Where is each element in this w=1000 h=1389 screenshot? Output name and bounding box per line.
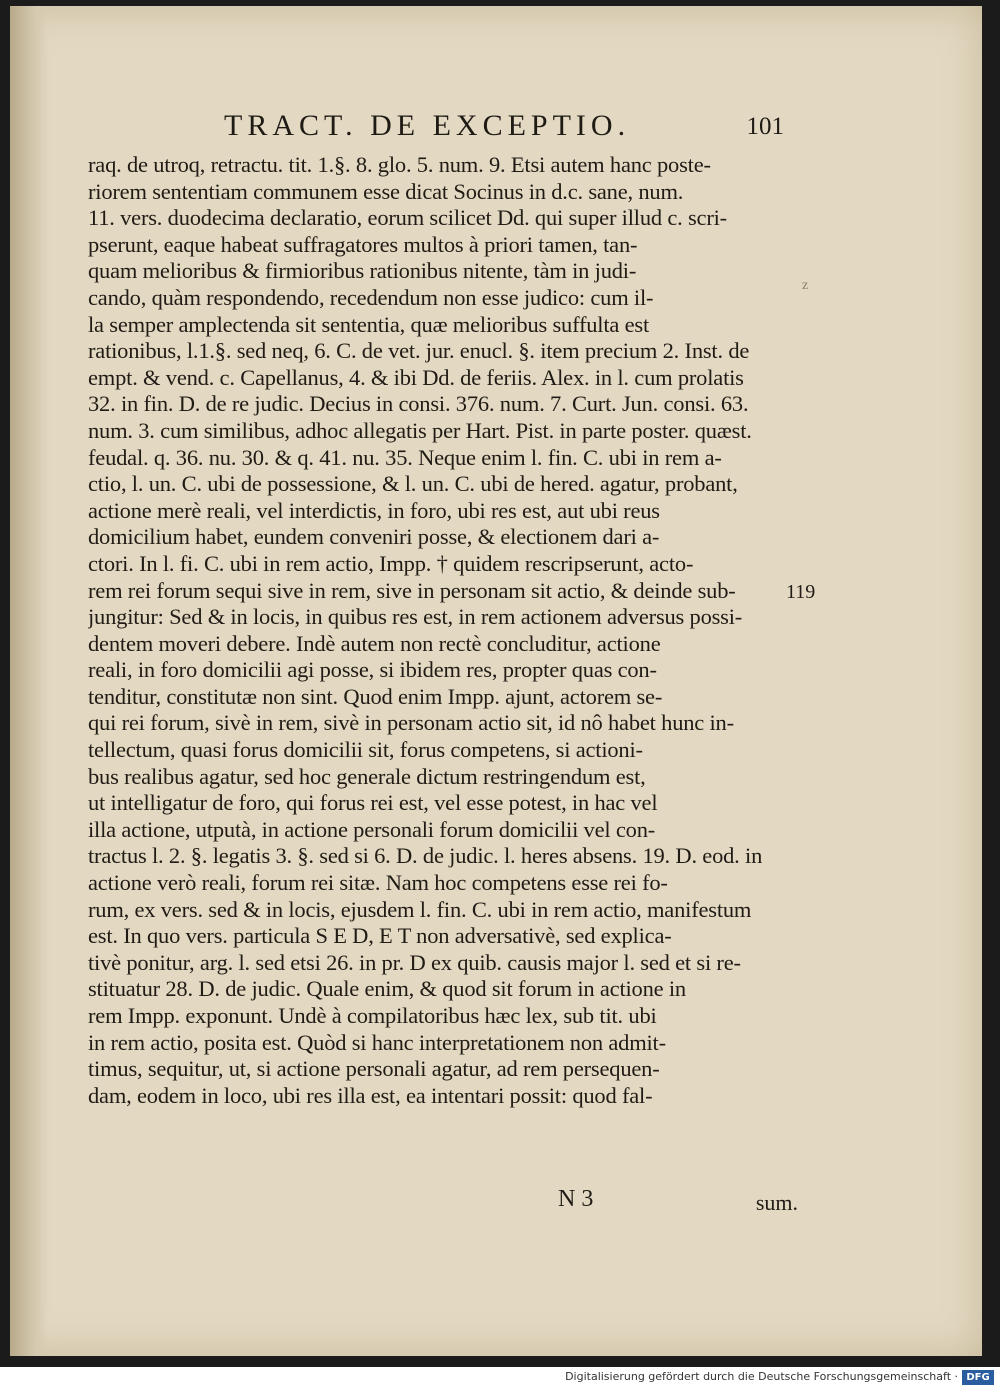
- marginal-note-number: 119: [786, 581, 816, 603]
- text-line: dentem moveri debere. Indè autem non rectè concluditur, actione: [88, 630, 661, 656]
- text-line: cando, quàm respondendo, recedendum non esse judico: cum il-: [88, 284, 654, 310]
- text-line: rationibus, l.1.§. sed neq, 6. C. de vet. jur. enucl. §. item precium 2. Inst. de: [88, 338, 750, 364]
- signature-mark: N 3: [558, 1186, 594, 1212]
- text-line: tellectum, quasi forus domicilii sit, forus competens, si actioni-: [88, 737, 643, 763]
- running-title: TRACT. DE EXCEPTIO.: [224, 109, 631, 142]
- text-line: est. In quo vers. particula S E D, E T non adversativè, sed explica-: [88, 923, 672, 949]
- text-line: num. 3. cum similibus, adhoc allegatis per Hart. Pist. in parte poster. quæst.: [88, 417, 752, 443]
- text-line: illa actione, utputà, in actione personali forum domicilii vel con-: [88, 816, 656, 842]
- main-text-block: [88, 152, 782, 1109]
- text-line: actione verò reali, forum rei sitæ. Nam hoc competens esse rei fo-: [88, 870, 668, 896]
- page-number: 101: [746, 113, 784, 140]
- text-line: timus, sequitur, ut, si actione personali agatur, ad rem persequen-: [88, 1056, 660, 1082]
- text-line: reali, in foro domicilii agi posse, si ibidem res, propter quas con-: [88, 657, 657, 683]
- text-line: empt. & vend. c. Capellanus, 4. & ibi Dd. de feriis. Alex. in l. cum prolatis: [88, 364, 744, 390]
- text-line: in rem actio, posita est. Quòd si hanc interpretationem non admit-: [88, 1029, 666, 1055]
- page-header: [224, 109, 784, 149]
- book-page: [10, 6, 982, 1356]
- text-line: rum, ex vers. sed & in locis, ejusdem l. fin. C. ubi in rem actio, manifestum: [88, 896, 752, 922]
- text-line: ut intelligatur de foro, qui forus rei est, vel esse potest, in hac vel: [88, 790, 658, 816]
- text-line: pserunt, eaque habeat suffragatores multos à priori tamen, tan-: [88, 231, 638, 257]
- text-line: 11. vers. duodecima declaratio, eorum scilicet Dd. qui super illud c. scri-: [88, 205, 727, 231]
- text-line: domicilium habet, eundem conveniri posse, & electionem dari a-: [88, 524, 660, 550]
- digitization-footer: [0, 1367, 1000, 1389]
- page-footer-catchwords: [558, 1186, 798, 1220]
- text-line: ctori. In l. fi. C. ubi in rem actio, Impp. † quidem rescripserunt, acto-: [88, 550, 694, 576]
- catchword: sum.: [755, 1190, 798, 1215]
- text-line: rem Impp. exponunt. Undè à compilatoribus hæc lex, sub tit. ubi: [88, 1003, 657, 1028]
- dfg-logo-icon: DFG: [962, 1370, 994, 1385]
- text-line: tenditur, constitutæ non sint. Quod enim Impp. ajunt, actorem se-: [88, 683, 663, 709]
- text-line: quam melioribus & firmioribus rationibus nitente, tàm in judi-: [88, 258, 637, 284]
- text-line: tivè ponitur, arg. l. sed etsi 26. in pr. D ex quib. causis major l. sed et si re-: [88, 949, 741, 975]
- text-line: tractus l. 2. §. legatis 3. §. sed si 6. D. de judic. l. heres absens. 19. D. eod. in: [88, 843, 763, 869]
- text-line: qui rei forum, sivè in rem, sivè in personam actio sit, id nô habet hunc in-: [88, 710, 734, 736]
- margin-edge-mark: z: [802, 278, 809, 293]
- text-line: bus realibus agatur, sed hoc generale dictum restringendum est,: [88, 763, 646, 789]
- text-line: dam, eodem in loco, ubi res illa est, ea intentari possit: quod fal-: [88, 1082, 653, 1108]
- text-line: rem rei forum sequi sive in rem, sive in personam sit actio, & deinde sub-: [88, 577, 736, 603]
- text-line: raq. de utroq, retractu. tit. 1.§. 8. glo. 5. num. 9. Etsi autem hanc poste-: [88, 152, 711, 177]
- page-spine-shadow: [10, 6, 48, 1356]
- text-line: riorem sententiam communem esse dicat Socinus in d.c. sane, num.: [88, 178, 684, 204]
- text-line: jungitur: Sed & in locis, in quibus res est, in rem actionem adversus possi-: [88, 604, 743, 630]
- text-line: la semper amplectenda sit sententia, quæ melioribus suffulta est: [88, 311, 650, 337]
- text-line: ctio, l. un. C. ubi de possessione, & l. un. C. ubi de hered. agatur, probant,: [88, 471, 738, 497]
- text-line: actione merè reali, vel interdictis, in foro, ubi res est, aut ubi reus: [88, 497, 660, 523]
- text-line: stituatur 28. D. de judic. Quale enim, & quod sit forum in actione in: [88, 976, 686, 1002]
- text-line: 32. in fin. D. de re judic. Decius in consi. 376. num. 7. Curt. Jun. consi. 63.: [88, 391, 749, 417]
- text-line: feudal. q. 36. nu. 30. & q. 41. nu. 35. Neque enim l. fin. C. ubi in rem a-: [88, 444, 722, 470]
- funding-notice: Digitalisierung gefördert durch die Deutsche Forschungsgemeinschaft ·: [565, 1370, 958, 1383]
